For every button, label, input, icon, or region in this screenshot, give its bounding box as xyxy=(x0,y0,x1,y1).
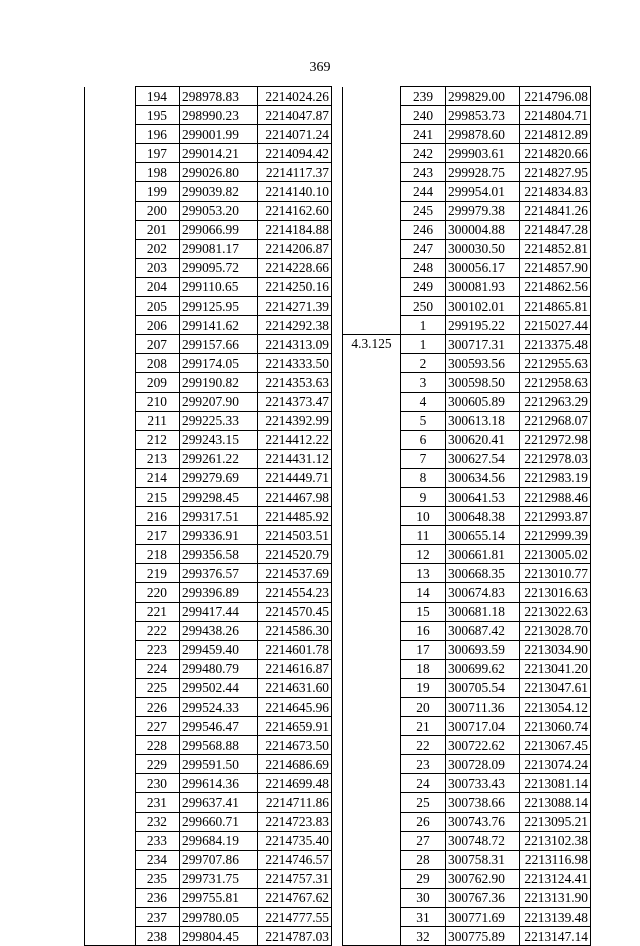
y-coordinate: 2214537.69 xyxy=(258,564,332,583)
table-row xyxy=(343,87,591,106)
y-coordinate: 2213010.77 xyxy=(520,564,591,583)
y-coordinate: 2213131.90 xyxy=(520,888,591,907)
x-coordinate: 299591.50 xyxy=(180,755,258,774)
x-coordinate: 299053.20 xyxy=(180,201,258,220)
point-number: 31 xyxy=(401,908,446,927)
point-number: 220 xyxy=(136,583,180,602)
x-coordinate: 299376.57 xyxy=(180,564,258,583)
x-coordinate: 299502.44 xyxy=(180,678,258,697)
point-number: 244 xyxy=(401,182,446,201)
x-coordinate: 299524.33 xyxy=(180,698,258,717)
y-coordinate: 2213102.38 xyxy=(520,831,591,850)
x-coordinate: 300661.81 xyxy=(446,545,520,564)
x-coordinate: 300771.69 xyxy=(446,908,520,927)
point-number: 206 xyxy=(136,316,180,335)
point-number: 249 xyxy=(401,277,446,296)
x-coordinate: 299336.91 xyxy=(180,526,258,545)
x-coordinate: 299141.62 xyxy=(180,316,258,335)
point-number: 232 xyxy=(136,812,180,831)
y-coordinate: 2214292.38 xyxy=(258,316,332,335)
y-coordinate: 2213016.63 xyxy=(520,583,591,602)
point-number: 18 xyxy=(401,659,446,678)
x-coordinate: 299780.05 xyxy=(180,908,258,927)
point-number: 221 xyxy=(136,602,180,621)
point-number: 208 xyxy=(136,354,180,373)
y-coordinate: 2213081.14 xyxy=(520,774,591,793)
y-coordinate: 2214228.66 xyxy=(258,258,332,277)
x-coordinate: 299731.75 xyxy=(180,869,258,888)
y-coordinate: 2214804.71 xyxy=(520,106,591,125)
x-coordinate: 299261.22 xyxy=(180,449,258,468)
x-coordinate: 299928.75 xyxy=(446,163,520,182)
point-number: 209 xyxy=(136,373,180,392)
x-coordinate: 300699.62 xyxy=(446,659,520,678)
x-coordinate: 299903.61 xyxy=(446,144,520,163)
point-number: 13 xyxy=(401,564,446,583)
y-coordinate: 2214373.47 xyxy=(258,392,332,411)
point-number: 196 xyxy=(136,125,180,144)
y-coordinate: 2214520.79 xyxy=(258,545,332,564)
y-coordinate: 2212978.03 xyxy=(520,449,591,468)
x-coordinate: 299014.21 xyxy=(180,144,258,163)
x-coordinate: 300598.50 xyxy=(446,373,520,392)
x-coordinate: 299095.72 xyxy=(180,258,258,277)
point-number: 202 xyxy=(136,239,180,258)
x-coordinate: 300738.66 xyxy=(446,793,520,812)
point-number: 29 xyxy=(401,869,446,888)
y-coordinate: 2214841.26 xyxy=(520,201,591,220)
y-coordinate: 2214659.91 xyxy=(258,717,332,736)
point-number: 250 xyxy=(401,297,446,316)
point-number: 200 xyxy=(136,201,180,220)
y-coordinate: 2214094.42 xyxy=(258,144,332,163)
y-coordinate: 2212968.07 xyxy=(520,411,591,430)
x-coordinate: 300620.41 xyxy=(446,430,520,449)
point-number: 222 xyxy=(136,621,180,640)
y-coordinate: 2212972.98 xyxy=(520,430,591,449)
left-coordinate-table xyxy=(84,86,332,946)
y-coordinate: 2213074.24 xyxy=(520,755,591,774)
x-coordinate: 299174.05 xyxy=(180,354,258,373)
point-number: 22 xyxy=(401,736,446,755)
x-coordinate: 299684.19 xyxy=(180,831,258,850)
point-number: 198 xyxy=(136,163,180,182)
x-coordinate: 299110.65 xyxy=(180,277,258,296)
x-coordinate: 299853.73 xyxy=(446,106,520,125)
point-number: 17 xyxy=(401,640,446,659)
y-coordinate: 2214250.16 xyxy=(258,277,332,296)
y-coordinate: 2213054.12 xyxy=(520,698,591,717)
point-number: 224 xyxy=(136,659,180,678)
y-coordinate: 2214503.51 xyxy=(258,526,332,545)
x-coordinate: 299829.00 xyxy=(446,87,520,106)
x-coordinate: 299707.86 xyxy=(180,850,258,869)
x-coordinate: 299954.01 xyxy=(446,182,520,201)
x-coordinate: 299480.79 xyxy=(180,659,258,678)
point-number: 219 xyxy=(136,564,180,583)
x-coordinate: 299804.45 xyxy=(180,927,258,946)
x-coordinate: 300733.43 xyxy=(446,774,520,793)
y-coordinate: 2214024.26 xyxy=(258,87,332,106)
y-coordinate: 2214645.96 xyxy=(258,698,332,717)
x-coordinate: 300634.56 xyxy=(446,468,520,487)
y-coordinate: 2214313.09 xyxy=(258,335,332,354)
point-number: 15 xyxy=(401,602,446,621)
right-coordinate-table xyxy=(342,86,591,946)
point-number: 226 xyxy=(136,698,180,717)
y-coordinate: 2213147.14 xyxy=(520,927,591,946)
point-number: 212 xyxy=(136,430,180,449)
x-coordinate: 299979.38 xyxy=(446,201,520,220)
point-number: 199 xyxy=(136,182,180,201)
y-coordinate: 2214777.55 xyxy=(258,908,332,927)
x-coordinate: 300711.36 xyxy=(446,698,520,717)
y-coordinate: 2214686.69 xyxy=(258,755,332,774)
y-coordinate: 2213005.02 xyxy=(520,545,591,564)
point-number: 207 xyxy=(136,335,180,354)
y-coordinate: 2214723.83 xyxy=(258,812,332,831)
point-number: 21 xyxy=(401,717,446,736)
point-number: 32 xyxy=(401,927,446,946)
point-number: 223 xyxy=(136,640,180,659)
y-coordinate: 2214586.30 xyxy=(258,621,332,640)
point-number: 195 xyxy=(136,106,180,125)
y-coordinate: 2214757.31 xyxy=(258,869,332,888)
y-coordinate: 2212958.63 xyxy=(520,373,591,392)
point-number: 24 xyxy=(401,774,446,793)
point-number: 203 xyxy=(136,258,180,277)
point-number: 8 xyxy=(401,468,446,487)
x-coordinate: 300674.83 xyxy=(446,583,520,602)
y-coordinate: 2214865.81 xyxy=(520,297,591,316)
x-coordinate: 299438.26 xyxy=(180,621,258,640)
point-number: 229 xyxy=(136,755,180,774)
x-coordinate: 300056.17 xyxy=(446,258,520,277)
point-number: 2 xyxy=(401,354,446,373)
y-coordinate: 2213095.21 xyxy=(520,812,591,831)
x-coordinate: 300748.72 xyxy=(446,831,520,850)
x-coordinate: 300641.53 xyxy=(446,487,520,506)
x-coordinate: 299298.45 xyxy=(180,487,258,506)
y-coordinate: 2214699.48 xyxy=(258,774,332,793)
y-coordinate: 2214767.62 xyxy=(258,888,332,907)
y-coordinate: 2214271.39 xyxy=(258,297,332,316)
section-cell xyxy=(343,87,401,335)
y-coordinate: 2214485.92 xyxy=(258,507,332,526)
y-coordinate: 2213047.61 xyxy=(520,678,591,697)
point-number: 247 xyxy=(401,239,446,258)
y-coordinate: 2214735.40 xyxy=(258,831,332,850)
point-number: 210 xyxy=(136,392,180,411)
point-number: 197 xyxy=(136,144,180,163)
point-number: 7 xyxy=(401,449,446,468)
y-coordinate: 2214162.60 xyxy=(258,201,332,220)
y-coordinate: 2213139.48 xyxy=(520,908,591,927)
point-number: 211 xyxy=(136,411,180,430)
point-number: 239 xyxy=(401,87,446,106)
x-coordinate: 299225.33 xyxy=(180,411,258,430)
point-number: 241 xyxy=(401,125,446,144)
y-coordinate: 2215027.44 xyxy=(520,316,591,335)
y-coordinate: 2214834.83 xyxy=(520,182,591,201)
x-coordinate: 300762.90 xyxy=(446,869,520,888)
point-number: 216 xyxy=(136,507,180,526)
y-coordinate: 2214570.45 xyxy=(258,602,332,621)
y-coordinate: 2214353.63 xyxy=(258,373,332,392)
point-number: 194 xyxy=(136,87,180,106)
x-coordinate: 300681.18 xyxy=(446,602,520,621)
y-coordinate: 2214467.98 xyxy=(258,487,332,506)
x-coordinate: 299026.80 xyxy=(180,163,258,182)
y-coordinate: 2213375.48 xyxy=(520,335,591,354)
y-coordinate: 2214412.22 xyxy=(258,430,332,449)
point-number: 217 xyxy=(136,526,180,545)
y-coordinate: 2214392.99 xyxy=(258,411,332,430)
y-coordinate: 2214206.87 xyxy=(258,239,332,258)
point-number: 20 xyxy=(401,698,446,717)
y-coordinate: 2214796.08 xyxy=(520,87,591,106)
x-coordinate: 299317.51 xyxy=(180,507,258,526)
y-coordinate: 2212963.29 xyxy=(520,392,591,411)
x-coordinate: 299279.69 xyxy=(180,468,258,487)
y-coordinate: 2214117.37 xyxy=(258,163,332,182)
point-number: 236 xyxy=(136,888,180,907)
point-number: 9 xyxy=(401,487,446,506)
y-coordinate: 2214812.89 xyxy=(520,125,591,144)
point-number: 246 xyxy=(401,220,446,239)
point-number: 16 xyxy=(401,621,446,640)
x-coordinate: 299190.82 xyxy=(180,373,258,392)
table-row xyxy=(343,335,591,354)
point-number: 204 xyxy=(136,277,180,296)
x-coordinate: 299195.22 xyxy=(446,316,520,335)
point-number: 26 xyxy=(401,812,446,831)
point-number: 240 xyxy=(401,106,446,125)
y-coordinate: 2214449.71 xyxy=(258,468,332,487)
y-coordinate: 2214047.87 xyxy=(258,106,332,125)
y-coordinate: 2213041.20 xyxy=(520,659,591,678)
page-number: 369 xyxy=(309,60,331,75)
x-coordinate: 300004.88 xyxy=(446,220,520,239)
point-number: 11 xyxy=(401,526,446,545)
point-number: 218 xyxy=(136,545,180,564)
y-coordinate: 2214711.86 xyxy=(258,793,332,812)
x-coordinate: 299207.90 xyxy=(180,392,258,411)
y-coordinate: 2214847.28 xyxy=(520,220,591,239)
x-coordinate: 298978.83 xyxy=(180,87,258,106)
y-coordinate: 2214820.66 xyxy=(520,144,591,163)
point-number: 235 xyxy=(136,869,180,888)
x-coordinate: 300593.56 xyxy=(446,354,520,373)
y-coordinate: 2213028.70 xyxy=(520,621,591,640)
point-number: 4 xyxy=(401,392,446,411)
y-coordinate: 2214852.81 xyxy=(520,239,591,258)
x-coordinate: 300705.54 xyxy=(446,678,520,697)
point-number: 234 xyxy=(136,850,180,869)
x-coordinate: 300655.14 xyxy=(446,526,520,545)
x-coordinate: 300605.89 xyxy=(446,392,520,411)
x-coordinate: 298990.23 xyxy=(180,106,258,125)
x-coordinate: 299459.40 xyxy=(180,640,258,659)
point-number: 23 xyxy=(401,755,446,774)
x-coordinate: 300648.38 xyxy=(446,507,520,526)
y-coordinate: 2214862.56 xyxy=(520,277,591,296)
point-number: 25 xyxy=(401,793,446,812)
y-coordinate: 2212988.46 xyxy=(520,487,591,506)
y-coordinate: 2213022.63 xyxy=(520,602,591,621)
point-number: 1 xyxy=(401,335,446,354)
point-number: 5 xyxy=(401,411,446,430)
point-number: 242 xyxy=(401,144,446,163)
x-coordinate: 300767.36 xyxy=(446,888,520,907)
x-coordinate: 299066.99 xyxy=(180,220,258,239)
point-number: 27 xyxy=(401,831,446,850)
y-coordinate: 2214071.24 xyxy=(258,125,332,144)
y-coordinate: 2212999.39 xyxy=(520,526,591,545)
y-coordinate: 2214746.57 xyxy=(258,850,332,869)
x-coordinate: 299001.99 xyxy=(180,125,258,144)
section-cell xyxy=(85,87,136,946)
x-coordinate: 300722.62 xyxy=(446,736,520,755)
y-coordinate: 2213067.45 xyxy=(520,736,591,755)
x-coordinate: 300758.31 xyxy=(446,850,520,869)
point-number: 205 xyxy=(136,297,180,316)
y-coordinate: 2214554.23 xyxy=(258,583,332,602)
x-coordinate: 300728.09 xyxy=(446,755,520,774)
x-coordinate: 299660.71 xyxy=(180,812,258,831)
y-coordinate: 2212983.19 xyxy=(520,468,591,487)
point-number: 3 xyxy=(401,373,446,392)
point-number: 201 xyxy=(136,220,180,239)
x-coordinate: 300102.01 xyxy=(446,297,520,316)
y-coordinate: 2214787.03 xyxy=(258,927,332,946)
y-coordinate: 2214673.50 xyxy=(258,736,332,755)
x-coordinate: 299878.60 xyxy=(446,125,520,144)
x-coordinate: 300081.93 xyxy=(446,277,520,296)
x-coordinate: 299568.88 xyxy=(180,736,258,755)
y-coordinate: 2214827.95 xyxy=(520,163,591,182)
y-coordinate: 2213124.41 xyxy=(520,869,591,888)
y-coordinate: 2213034.90 xyxy=(520,640,591,659)
point-number: 12 xyxy=(401,545,446,564)
point-number: 28 xyxy=(401,850,446,869)
y-coordinate: 2214857.90 xyxy=(520,258,591,277)
x-coordinate: 299243.15 xyxy=(180,430,258,449)
y-coordinate: 2214431.12 xyxy=(258,449,332,468)
x-coordinate: 300668.35 xyxy=(446,564,520,583)
x-coordinate: 300693.59 xyxy=(446,640,520,659)
x-coordinate: 300717.04 xyxy=(446,717,520,736)
x-coordinate: 299125.95 xyxy=(180,297,258,316)
point-number: 30 xyxy=(401,888,446,907)
x-coordinate: 299396.89 xyxy=(180,583,258,602)
y-coordinate: 2214631.60 xyxy=(258,678,332,697)
x-coordinate: 300030.50 xyxy=(446,239,520,258)
x-coordinate: 299157.66 xyxy=(180,335,258,354)
y-coordinate: 2214140.10 xyxy=(258,182,332,201)
point-number: 1 xyxy=(401,316,446,335)
point-number: 233 xyxy=(136,831,180,850)
x-coordinate: 299417.44 xyxy=(180,602,258,621)
point-number: 213 xyxy=(136,449,180,468)
x-coordinate: 300687.42 xyxy=(446,621,520,640)
x-coordinate: 300717.31 xyxy=(446,335,520,354)
x-coordinate: 299081.17 xyxy=(180,239,258,258)
point-number: 10 xyxy=(401,507,446,526)
x-coordinate: 300775.89 xyxy=(446,927,520,946)
y-coordinate: 2212993.87 xyxy=(520,507,591,526)
y-coordinate: 2213060.74 xyxy=(520,717,591,736)
point-number: 230 xyxy=(136,774,180,793)
x-coordinate: 300627.54 xyxy=(446,449,520,468)
table-row xyxy=(85,87,332,106)
y-coordinate: 2213116.98 xyxy=(520,850,591,869)
point-number: 237 xyxy=(136,908,180,927)
y-coordinate: 2214616.87 xyxy=(258,659,332,678)
x-coordinate: 300613.18 xyxy=(446,411,520,430)
x-coordinate: 300743.76 xyxy=(446,812,520,831)
x-coordinate: 299546.47 xyxy=(180,717,258,736)
point-number: 19 xyxy=(401,678,446,697)
point-number: 245 xyxy=(401,201,446,220)
y-coordinate: 2213088.14 xyxy=(520,793,591,812)
x-coordinate: 299039.82 xyxy=(180,182,258,201)
point-number: 227 xyxy=(136,717,180,736)
point-number: 248 xyxy=(401,258,446,277)
x-coordinate: 299356.58 xyxy=(180,545,258,564)
point-number: 231 xyxy=(136,793,180,812)
point-number: 6 xyxy=(401,430,446,449)
y-coordinate: 2214184.88 xyxy=(258,220,332,239)
point-number: 14 xyxy=(401,583,446,602)
y-coordinate: 2214601.78 xyxy=(258,640,332,659)
point-number: 215 xyxy=(136,487,180,506)
y-coordinate: 2214333.50 xyxy=(258,354,332,373)
y-coordinate: 2212955.63 xyxy=(520,354,591,373)
x-coordinate: 299755.81 xyxy=(180,888,258,907)
x-coordinate: 299637.41 xyxy=(180,793,258,812)
section-label: 4.3.125 xyxy=(343,335,401,946)
x-coordinate: 299614.36 xyxy=(180,774,258,793)
point-number: 238 xyxy=(136,927,180,946)
point-number: 214 xyxy=(136,468,180,487)
point-number: 225 xyxy=(136,678,180,697)
point-number: 228 xyxy=(136,736,180,755)
point-number: 243 xyxy=(401,163,446,182)
